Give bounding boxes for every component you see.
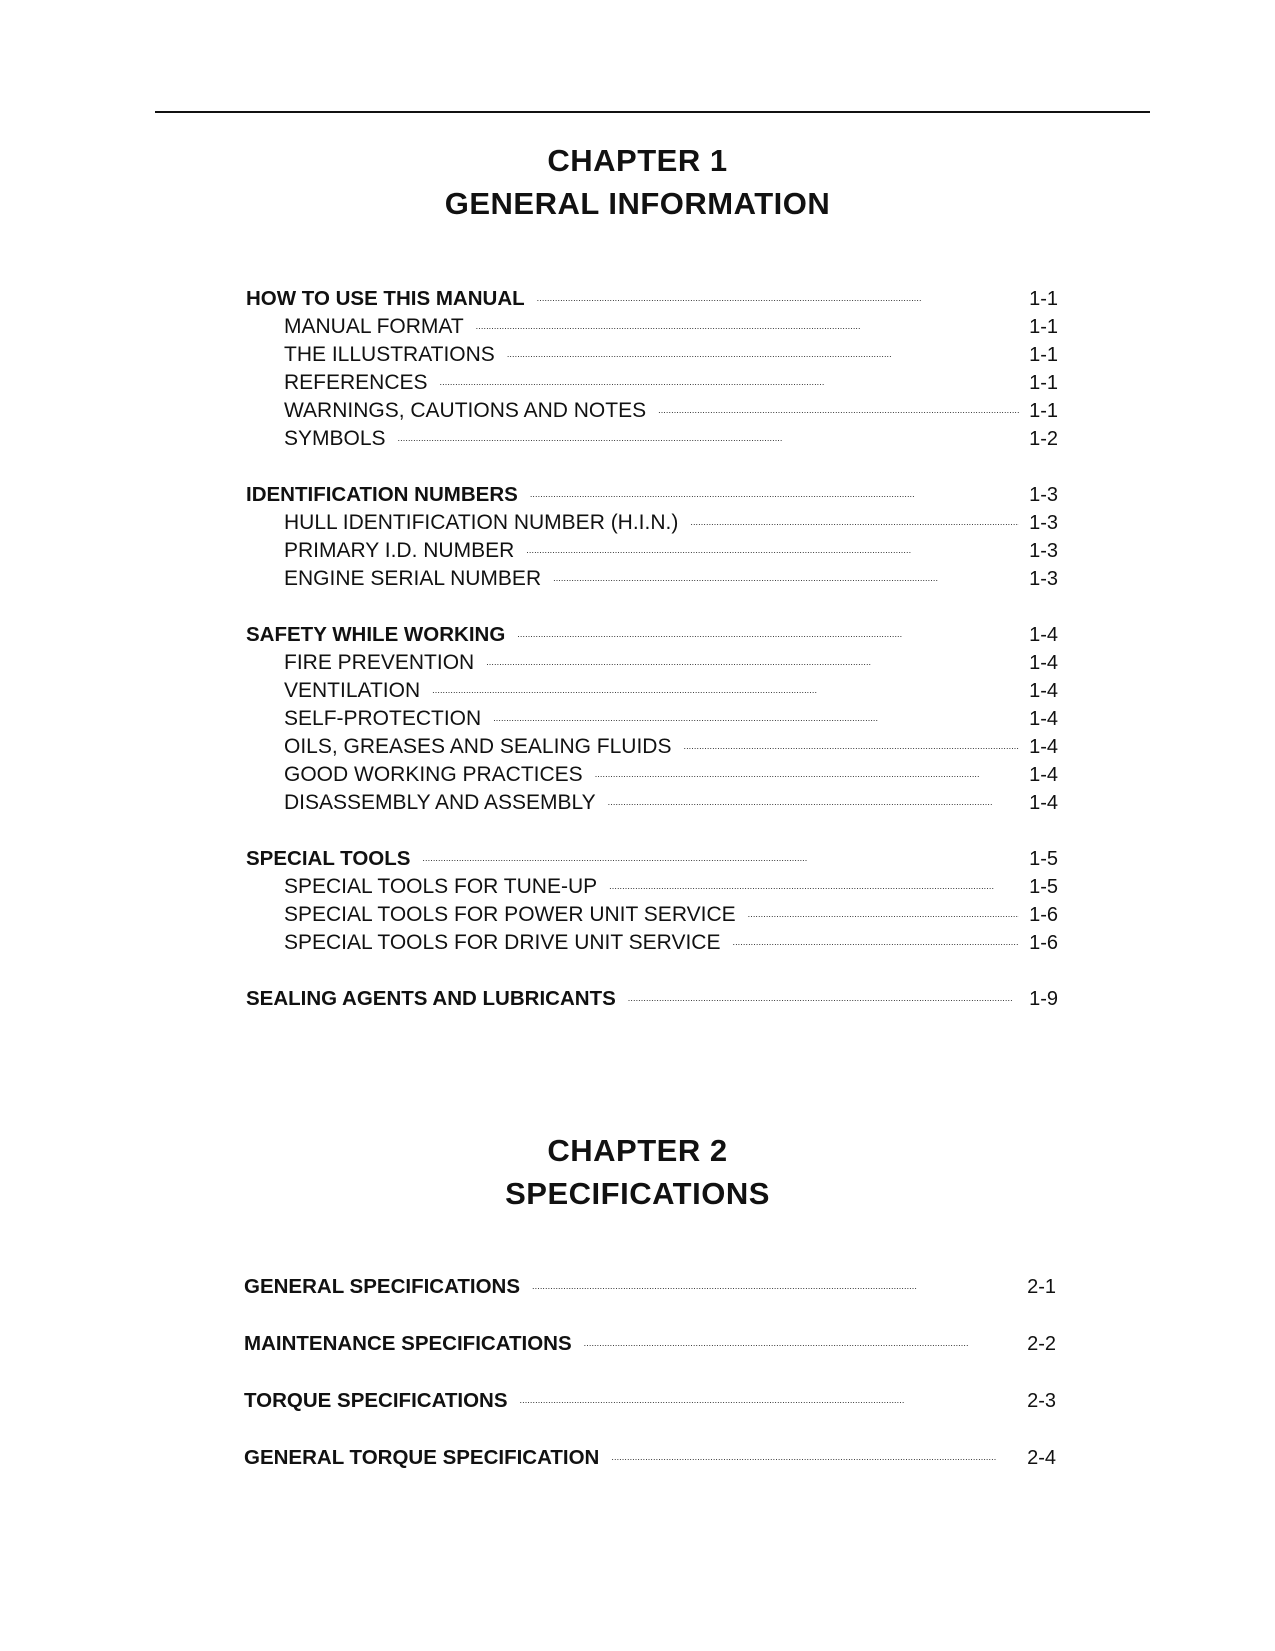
toc-entry-page: 1-6: [1029, 932, 1058, 954]
toc-entry-section[interactable]: [246, 613, 1058, 646]
toc-entry-title: HULL IDENTIFICATION NUMBER (H.I.N.): [284, 511, 679, 534]
toc-entry-page: 1-1: [1029, 344, 1058, 366]
toc-entry-title: GENERAL SPECIFICATIONS: [244, 1275, 521, 1298]
dot-leader: [608, 781, 1019, 809]
toc-entry-page: 1-4: [1029, 764, 1058, 786]
toc-entry-title: HOW TO USE THIS MANUAL: [246, 287, 525, 310]
toc-section: [244, 1322, 1056, 1355]
dot-leader: [690, 501, 1019, 529]
toc-entry-title: DISASSEMBLY AND ASSEMBLY: [284, 791, 596, 814]
toc-section: [246, 473, 1058, 590]
dot-leader: [537, 277, 1019, 305]
toc-entry-page: 1-4: [1029, 736, 1058, 758]
dot-leader: [584, 1322, 1017, 1350]
chapter-2-number: CHAPTER 2: [547, 1133, 728, 1168]
toc-entry-title: WARNINGS, CAUTIONS AND NOTES: [284, 399, 647, 422]
dot-leader: [683, 725, 1019, 753]
dot-leader: [732, 921, 1019, 949]
toc-section: [244, 1379, 1056, 1412]
chapter-1-toc: [246, 277, 1058, 1010]
toc-entry-page: 2-2: [1027, 1333, 1056, 1355]
toc-entry-title: SAFETY WHILE WORKING: [246, 623, 506, 646]
toc-entry-title: GENERAL TORQUE SPECIFICATION: [244, 1446, 600, 1469]
dot-leader: [520, 1379, 1018, 1407]
dot-leader: [658, 389, 1019, 417]
toc-section: [244, 1436, 1056, 1469]
toc-entry-title: PRIMARY I.D. NUMBER: [284, 539, 515, 562]
toc-entry-page: 1-6: [1029, 904, 1058, 926]
dot-leader: [553, 557, 1019, 585]
chapter-1-heading: [0, 139, 1275, 225]
chapter-1-title: GENERAL INFORMATION: [444, 186, 831, 221]
toc-entry-section[interactable]: [244, 1322, 1056, 1355]
toc-entry-page: 1-1: [1029, 372, 1058, 394]
toc-entry-title: SYMBOLS: [284, 427, 386, 450]
toc-entry-section[interactable]: [246, 277, 1058, 310]
toc-entry-title: THE ILLUSTRATIONS: [284, 343, 495, 366]
toc-section: [244, 1265, 1056, 1298]
toc-entry-page: 1-1: [1029, 288, 1058, 310]
toc-entry-page: 1-9: [1029, 988, 1058, 1010]
dot-leader: [507, 333, 1019, 361]
toc-entry-page: 1-1: [1029, 400, 1058, 422]
dot-leader: [486, 641, 1019, 669]
dot-leader: [595, 753, 1019, 781]
toc-entry-page: 1-3: [1029, 484, 1058, 506]
toc-entry-page: 1-4: [1029, 652, 1058, 674]
dot-leader: [748, 893, 1019, 921]
chapter-1-number: CHAPTER 1: [547, 143, 728, 178]
dot-leader: [517, 613, 1019, 641]
toc-entry-section[interactable]: [246, 837, 1058, 870]
toc-entry-page: 2-3: [1027, 1390, 1056, 1412]
toc-entry-page: 1-5: [1029, 848, 1058, 870]
toc-entry-page: 1-3: [1029, 540, 1058, 562]
toc-section: [246, 837, 1058, 954]
chapter-2-toc: [244, 1265, 1056, 1469]
toc-entry-title: MAINTENANCE SPECIFICATIONS: [244, 1332, 572, 1355]
toc-entry-title: SPECIAL TOOLS FOR DRIVE UNIT SERVICE: [284, 931, 721, 954]
dot-leader: [440, 361, 1020, 389]
toc-entry-page: 1-3: [1029, 512, 1058, 534]
toc-entry-title: SPECIAL TOOLS: [246, 847, 411, 870]
toc-entry-section[interactable]: [246, 473, 1058, 506]
toc-entry-title: SEALING AGENTS AND LUBRICANTS: [246, 987, 616, 1010]
toc-entry-title: SELF-PROTECTION: [284, 707, 482, 730]
toc-entry-section[interactable]: [244, 1379, 1056, 1412]
toc-entry-page: 1-4: [1029, 624, 1058, 646]
dot-leader: [530, 473, 1019, 501]
toc-entry-page: 1-4: [1029, 680, 1058, 702]
toc-entry-title: MANUAL FORMAT: [284, 315, 464, 338]
dot-leader: [476, 305, 1019, 333]
toc-entry-page: 1-5: [1029, 876, 1058, 898]
dot-leader: [493, 697, 1019, 725]
toc-entry-section[interactable]: [244, 1265, 1056, 1298]
dot-leader: [532, 1265, 1017, 1293]
dot-leader: [609, 865, 1019, 893]
dot-leader: [628, 977, 1019, 1005]
chapter-2-heading: [0, 1129, 1275, 1215]
toc-entry-title: SPECIAL TOOLS FOR POWER UNIT SERVICE: [284, 903, 736, 926]
toc-entry-section[interactable]: [244, 1436, 1056, 1469]
toc-entry-title: FIRE PREVENTION: [284, 651, 475, 674]
toc-entry-title: SPECIAL TOOLS FOR TUNE-UP: [284, 875, 598, 898]
toc-entry-title: REFERENCES: [284, 371, 428, 394]
toc-entry-title: ENGINE SERIAL NUMBER: [284, 567, 542, 590]
toc-entry-page: 1-4: [1029, 792, 1058, 814]
chapter-2-title: SPECIFICATIONS: [505, 1176, 770, 1211]
dot-leader: [611, 1436, 1017, 1464]
dot-leader: [526, 529, 1019, 557]
dot-leader: [398, 417, 1020, 445]
toc-entry-page: 2-4: [1027, 1447, 1056, 1469]
dot-leader: [422, 837, 1019, 865]
toc-entry-page: 1-4: [1029, 708, 1058, 730]
toc-section: [246, 977, 1058, 1010]
top-rule: [155, 111, 1150, 113]
toc-entry-page: 1-3: [1029, 568, 1058, 590]
toc-entry-page: 1-1: [1029, 316, 1058, 338]
toc-section: [246, 613, 1058, 814]
toc-entry-title: OILS, GREASES AND SEALING FLUIDS: [284, 735, 672, 758]
toc-entry-page: 1-2: [1029, 428, 1058, 450]
toc-entry-section[interactable]: [246, 977, 1058, 1010]
toc-entry-title: TORQUE SPECIFICATIONS: [244, 1389, 508, 1412]
toc-entry-title: IDENTIFICATION NUMBERS: [246, 483, 518, 506]
toc-section: [246, 277, 1058, 450]
toc-entry-title: VENTILATION: [284, 679, 421, 702]
toc-entry-title: GOOD WORKING PRACTICES: [284, 763, 583, 786]
dot-leader: [432, 669, 1019, 697]
toc-entry-page: 2-1: [1027, 1276, 1056, 1298]
